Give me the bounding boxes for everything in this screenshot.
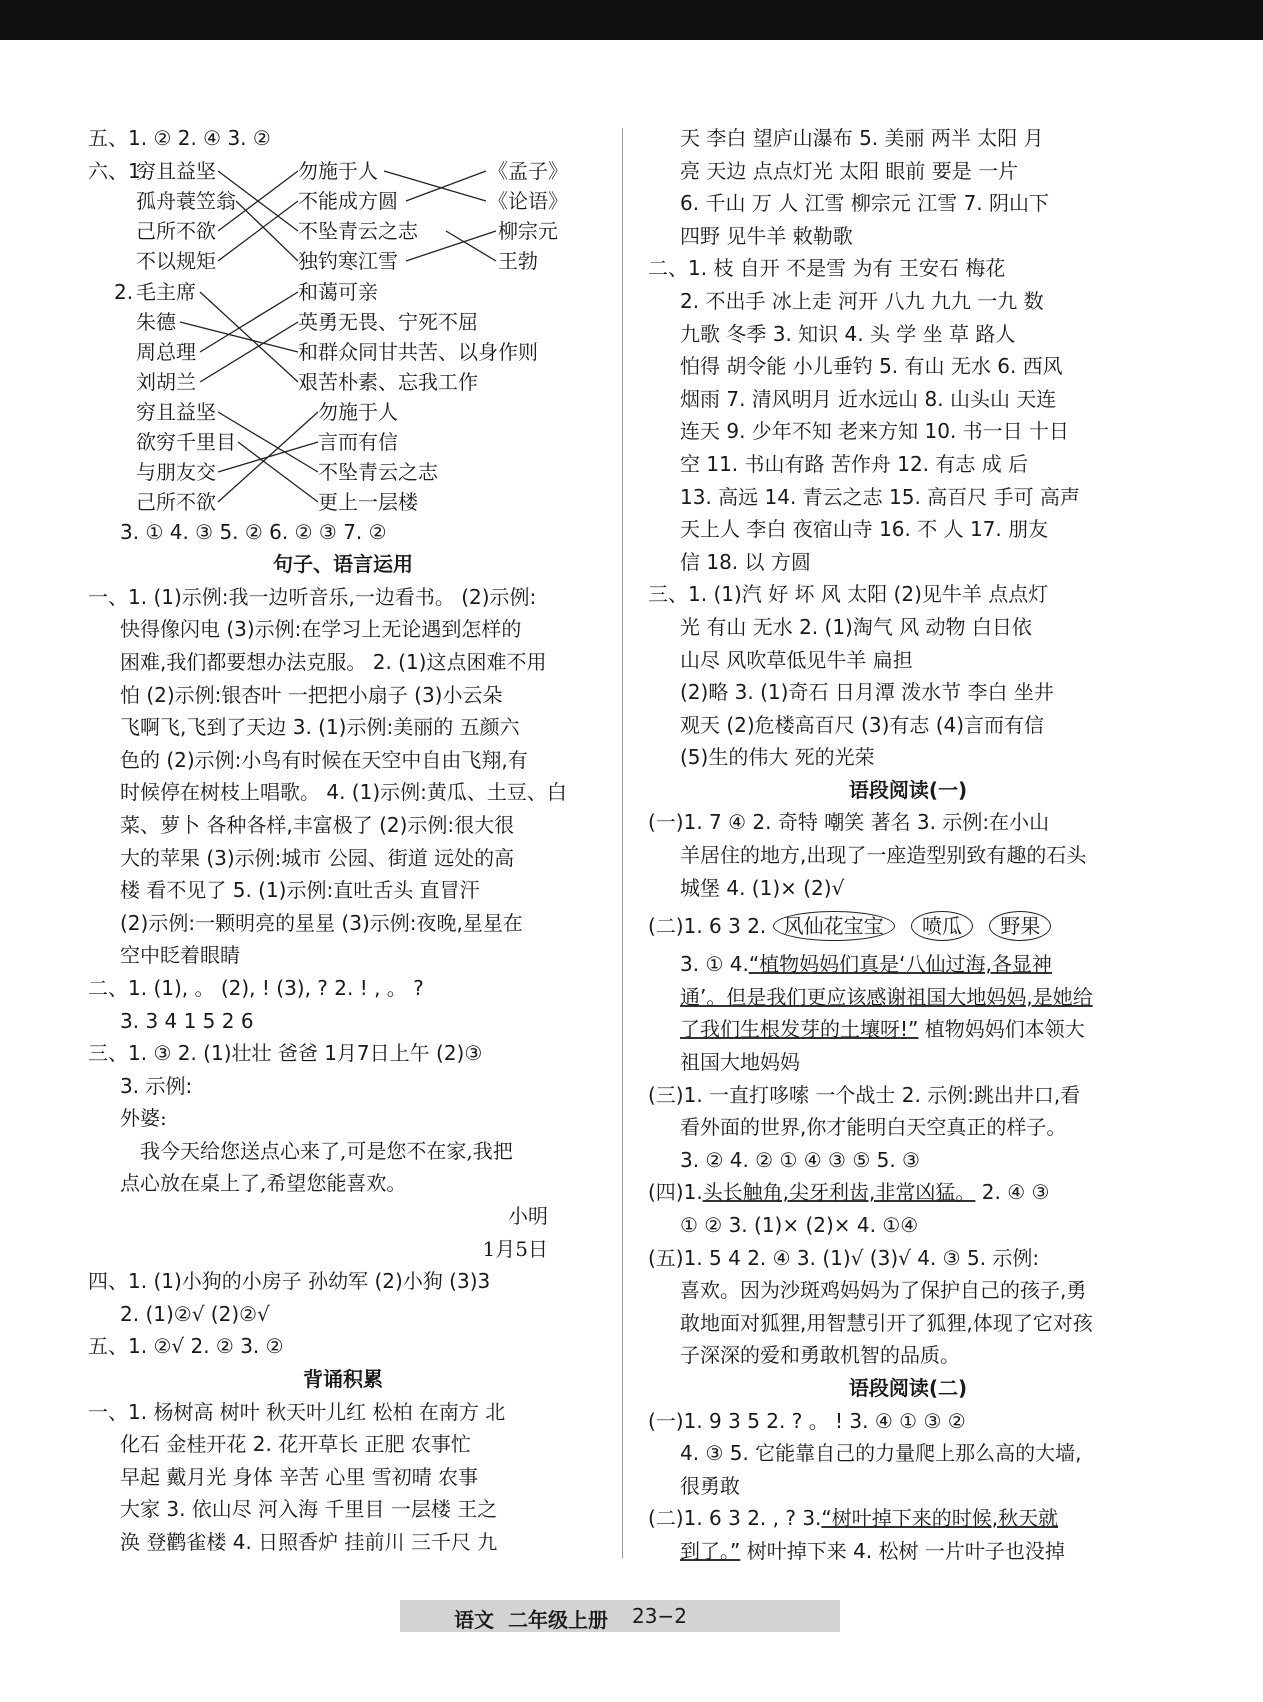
match-b: 和群众同甘共苦、以身作则 <box>298 339 538 364</box>
answer-line: 大家 3. 依山尽 河入海 千里目 一层楼 王之 <box>120 1497 498 1522</box>
answer-prefix: (二)1. 6 3 2. <box>648 914 767 939</box>
matching-exercise-3 <box>88 396 598 516</box>
page-footer <box>400 1600 840 1632</box>
answer-line: 二、1. 枝 自开 不是雪 为有 王安石 梅花 <box>648 256 1006 281</box>
answer-text: 树叶掉下来 4. 松树 一片叶子也没掉 <box>740 1538 1065 1563</box>
answer-line: 4. ③ 5. 它能靠自己的力量爬上那么高的大墙, <box>680 1441 1082 1466</box>
match-b: 勿施于人 <box>318 399 398 424</box>
answer-line: 三、1. ③ 2. (1)壮壮 爸爸 1月7日上午 (2)③ <box>88 1041 483 1066</box>
section-heading: 语段阅读(一) <box>848 777 968 802</box>
note-salutation: 外婆: <box>120 1106 167 1131</box>
match-b: 勿施于人 <box>298 158 378 183</box>
answer-line: 飞啊飞,飞到了天边 3. (1)示例:美丽的 五颜六 <box>120 715 520 740</box>
match-b: 言而有信 <box>318 429 398 454</box>
answer-line: 6. 千山 万 人 江雪 柳宗元 江雪 7. 阴山下 <box>680 191 1050 216</box>
answer-line: (一)1. 9 3 5 2. ? 。 ! 3. ④ ① ③ ② <box>648 1408 966 1433</box>
answer-text: (四)1. <box>648 1180 703 1205</box>
match-prefix: 六、1. <box>88 158 148 183</box>
answer-text: (二)1. 6 3 2. , ? 3. <box>648 1506 822 1531</box>
match-a: 孤舟蓑笠翁 <box>136 188 236 213</box>
section-heading: 背诵积累 <box>303 1367 383 1392</box>
match-a: 己所不欲 <box>136 489 216 514</box>
answer-line: 怕 (2)示例:银杏叶 一把把小扇子 (3)小云朵 <box>120 682 503 707</box>
answer-line: 2. 不出手 冰上走 河开 八九 九九 一九 数 <box>680 288 1044 313</box>
answer-line <box>648 1176 1168 1209</box>
left-column <box>88 122 598 1559</box>
match-prefix: 2. <box>114 279 134 304</box>
right-column <box>648 122 1168 1568</box>
match-lines <box>88 396 608 516</box>
answer-line: 光 有山 无水 2. (1)淘气 风 动物 白日依 <box>680 614 1032 639</box>
footer-grade: 二年级上册 <box>508 1608 608 1632</box>
answer-line: (5)生的伟大 死的光荣 <box>680 745 875 770</box>
answer-line: 二、1. (1), 。 (2), ! (3), ? 2. ! , 。 ? <box>88 975 424 1000</box>
answer-line: 山尽 风吹草低见牛羊 扁担 <box>680 647 913 672</box>
answer-line: 一、1. (1)示例:我一边听音乐,一边看书。 (2)示例: <box>88 584 537 609</box>
answer-text: 植物妈妈们本领大 <box>918 1017 1085 1042</box>
answer-line <box>648 948 1168 981</box>
circled-answer: 喷瓜 <box>911 911 973 941</box>
answer-line: 五、1. ②√ 2. ② 3. ② <box>88 1334 284 1359</box>
match-a: 毛主席 <box>136 279 196 304</box>
match-b: 更上一层楼 <box>318 489 418 514</box>
answer-line-circled <box>648 904 1168 948</box>
answer-line: 五、1. ② 2. ④ 3. ② <box>88 126 271 150</box>
answer-line: ① ② 3. (1)× (2)× 4. ①④ <box>680 1213 919 1237</box>
underlined-answer: 头长触角,尖牙利齿,非常凶猛。 <box>702 1180 976 1205</box>
answer-line: 困难,我们都要想办法克服。 2. (1)这点困难不用 <box>120 649 547 674</box>
note-body: 我今天给您送点心来了,可是您不在家,我把 <box>140 1138 513 1163</box>
match-b: 独钓寒江雪 <box>298 248 398 273</box>
answer-line: 大的苹果 (3)示例:城市 公园、街道 远处的高 <box>120 845 515 870</box>
match-a: 不以规矩 <box>136 248 216 273</box>
answer-line: 时候停在树枝上唱歌。 4. (1)示例:黄瓜、土豆、白 <box>120 780 567 805</box>
answer-line: 空 11. 书山有路 苦作舟 12. 有志 成 后 <box>680 451 1029 476</box>
answer-line: 3. ② 4. ② ① ④ ③ ⑤ 5. ③ <box>680 1147 920 1172</box>
match-b: 不坠青云之志 <box>298 218 418 243</box>
note-body: 点心放在桌上了,希望您能喜欢。 <box>120 1171 407 1196</box>
answer-line: 天 李白 望庐山瀑布 5. 美丽 两半 太阳 月 <box>680 126 1044 150</box>
underlined-answer: “树叶掉下来的时候,秋天就 <box>821 1506 1059 1531</box>
answer-line: 连天 9. 少年不知 老来方知 10. 书一日 十日 <box>680 419 1070 444</box>
match-lines <box>88 276 608 396</box>
page-number: 23−2 <box>632 1604 687 1628</box>
answer-line: 楼 看不见了 5. (1)示例:直吐舌头 直冒汗 <box>120 878 480 903</box>
section-heading: 语段阅读(二) <box>848 1375 968 1400</box>
answer-line: 九歌 冬季 3. 知识 4. 头 学 坐 草 路人 <box>680 321 1016 346</box>
answer-line: 祖国大地妈妈 <box>680 1050 800 1075</box>
answer-line: (五)1. 5 4 2. ④ 3. (1)√ (3)√ 4. ③ 5. 示例: <box>648 1245 1040 1270</box>
match-c: 《孟子》 <box>488 158 568 183</box>
answer-line: (三)1. 一直打哆嗦 一个战士 2. 示例:跳出井口,看 <box>648 1082 1081 1107</box>
match-lines <box>88 155 608 276</box>
answer-line: 3. ① 4. ③ 5. ② 6. ② ③ 7. ② <box>120 519 387 544</box>
answer-line <box>648 981 1168 1014</box>
answer-line: 四、1. (1)小狗的小房子 孙幼军 (2)小狗 (3)3 <box>88 1269 491 1294</box>
match-a: 穷且益坚 <box>136 399 216 424</box>
note-date: 1月5日 <box>482 1236 548 1261</box>
answer-line: 信 18. 以 方圆 <box>680 549 811 574</box>
matching-exercise-2 <box>88 276 598 396</box>
match-b: 艰苦朴素、忘我工作 <box>298 369 478 394</box>
answer-line: 四野 见牛羊 敕勒歌 <box>680 223 853 248</box>
answer-line: 三、1. (1)汽 好 坏 风 太阳 (2)见牛羊 点点灯 <box>648 582 1049 607</box>
footer-subject: 语文 <box>454 1608 494 1632</box>
answer-text: 3. ① 4. <box>680 952 749 977</box>
answer-line: 色的 (2)示例:小鸟有时候在天空中自由飞翔,有 <box>120 747 528 772</box>
answer-line: 化石 金桂开花 2. 花开草长 正肥 农事忙 <box>120 1432 471 1457</box>
column-divider <box>622 128 623 1558</box>
answer-line: 早起 戴月光 身体 辛苦 心里 雪初晴 农事 <box>120 1464 479 1489</box>
circled-answer: 野果 <box>989 911 1051 941</box>
answer-line: 亮 天边 点点灯光 太阳 眼前 要是 一片 <box>680 158 1019 183</box>
match-a: 穷且益坚 <box>136 158 216 183</box>
answer-line: 3. 3 4 1 5 2 6 <box>120 1008 254 1033</box>
answer-line: 观天 (2)危楼高百尺 (3)有志 (4)言而有信 <box>680 712 1045 737</box>
answer-line: 快得像闪电 (3)示例:在学习上无论遇到怎样的 <box>120 617 522 642</box>
answer-line: 涣 登鹳雀楼 4. 日照香炉 挂前川 三千尺 九 <box>120 1530 498 1554</box>
underlined-answer: “植物妈妈们真是‘八仙过海,各显神 <box>748 952 1052 977</box>
match-a: 欲穷千里目 <box>136 429 236 454</box>
note-signature: 小明 <box>508 1204 548 1229</box>
matching-exercise-1 <box>88 155 598 276</box>
match-c: 柳宗元 <box>498 218 558 243</box>
answer-line: 很勇敢 <box>680 1473 740 1498</box>
scan-top-edge <box>0 0 1263 40</box>
match-a: 己所不欲 <box>136 218 216 243</box>
match-a: 朱德 <box>136 309 176 334</box>
underlined-answer: 到了。” <box>680 1538 741 1563</box>
match-b: 和蔼可亲 <box>298 279 378 304</box>
answer-line: 一、1. 杨树高 树叶 秋天叶儿红 松柏 在南方 北 <box>88 1399 506 1424</box>
match-a: 刘胡兰 <box>136 369 196 394</box>
match-a: 与朋友交 <box>136 459 216 484</box>
answer-line: 天上人 李白 夜宿山寺 16. 不 人 17. 朋友 <box>680 517 1049 542</box>
underlined-answer: 了我们生根发芽的土壤呀!” <box>680 1017 919 1042</box>
section-heading: 句子、语言运用 <box>273 552 413 577</box>
answer-line: (一)1. 7 ④ 2. 奇特 嘲笑 著名 3. 示例:在小山 <box>648 810 1050 835</box>
answer-line: 13. 高远 14. 青云之志 15. 高百尺 手可 高声 <box>680 484 1080 509</box>
answer-line: 3. 示例: <box>120 1073 193 1098</box>
answer-line: (2)示例:一颗明亮的星星 (3)示例:夜晚,星星在 <box>120 910 523 935</box>
match-a: 周总理 <box>136 339 196 364</box>
answer-line: 烟雨 7. 清风明月 近水远山 8. 山头山 天连 <box>680 386 1057 411</box>
answer-line: 看外面的世界,你才能明白天空真正的样子。 <box>680 1115 1067 1140</box>
answer-line: (2)略 3. (1)奇石 日月潭 泼水节 李白 坐井 <box>680 680 1054 705</box>
match-c: 《论语》 <box>488 188 568 213</box>
answer-line: 羊居住的地方,出现了一座造型别致有趣的石头 <box>680 843 1087 868</box>
answer-line: 子深深的爱和勇敢机智的品质。 <box>680 1343 960 1368</box>
circled-answer: 风仙花宝宝 <box>773 911 895 941</box>
match-c: 王勃 <box>498 248 538 273</box>
answer-line: 喜欢。因为沙斑鸡妈妈为了保护自己的孩子,勇 <box>680 1278 1087 1303</box>
answer-line: 菜、萝卜 各种各样,丰富极了 (2)示例:很大很 <box>120 812 515 837</box>
underlined-answer: 通’。但是我们更应该感谢祖国大地妈妈,是她给 <box>680 984 1093 1009</box>
answer-line <box>648 1535 1168 1568</box>
match-b: 不坠青云之志 <box>318 459 438 484</box>
answer-line: 怕得 胡令能 小儿垂钓 5. 有山 无水 6. 西风 <box>680 354 1063 379</box>
match-b: 英勇无畏、宁死不屈 <box>298 309 478 334</box>
answer-line <box>648 1013 1168 1046</box>
answer-line: 空中眨着眼睛 <box>120 943 240 968</box>
answer-line: 2. (1)②√ (2)②√ <box>120 1301 270 1326</box>
answer-line: 敢地面对狐狸,用智慧引开了狐狸,体现了它对孩 <box>680 1310 1093 1335</box>
answer-text: 2. ④ ③ <box>975 1180 1050 1205</box>
answer-line <box>648 1502 1168 1535</box>
match-b: 不能成方圆 <box>298 188 398 213</box>
answer-line: 城堡 4. (1)× (2)√ <box>680 875 845 900</box>
